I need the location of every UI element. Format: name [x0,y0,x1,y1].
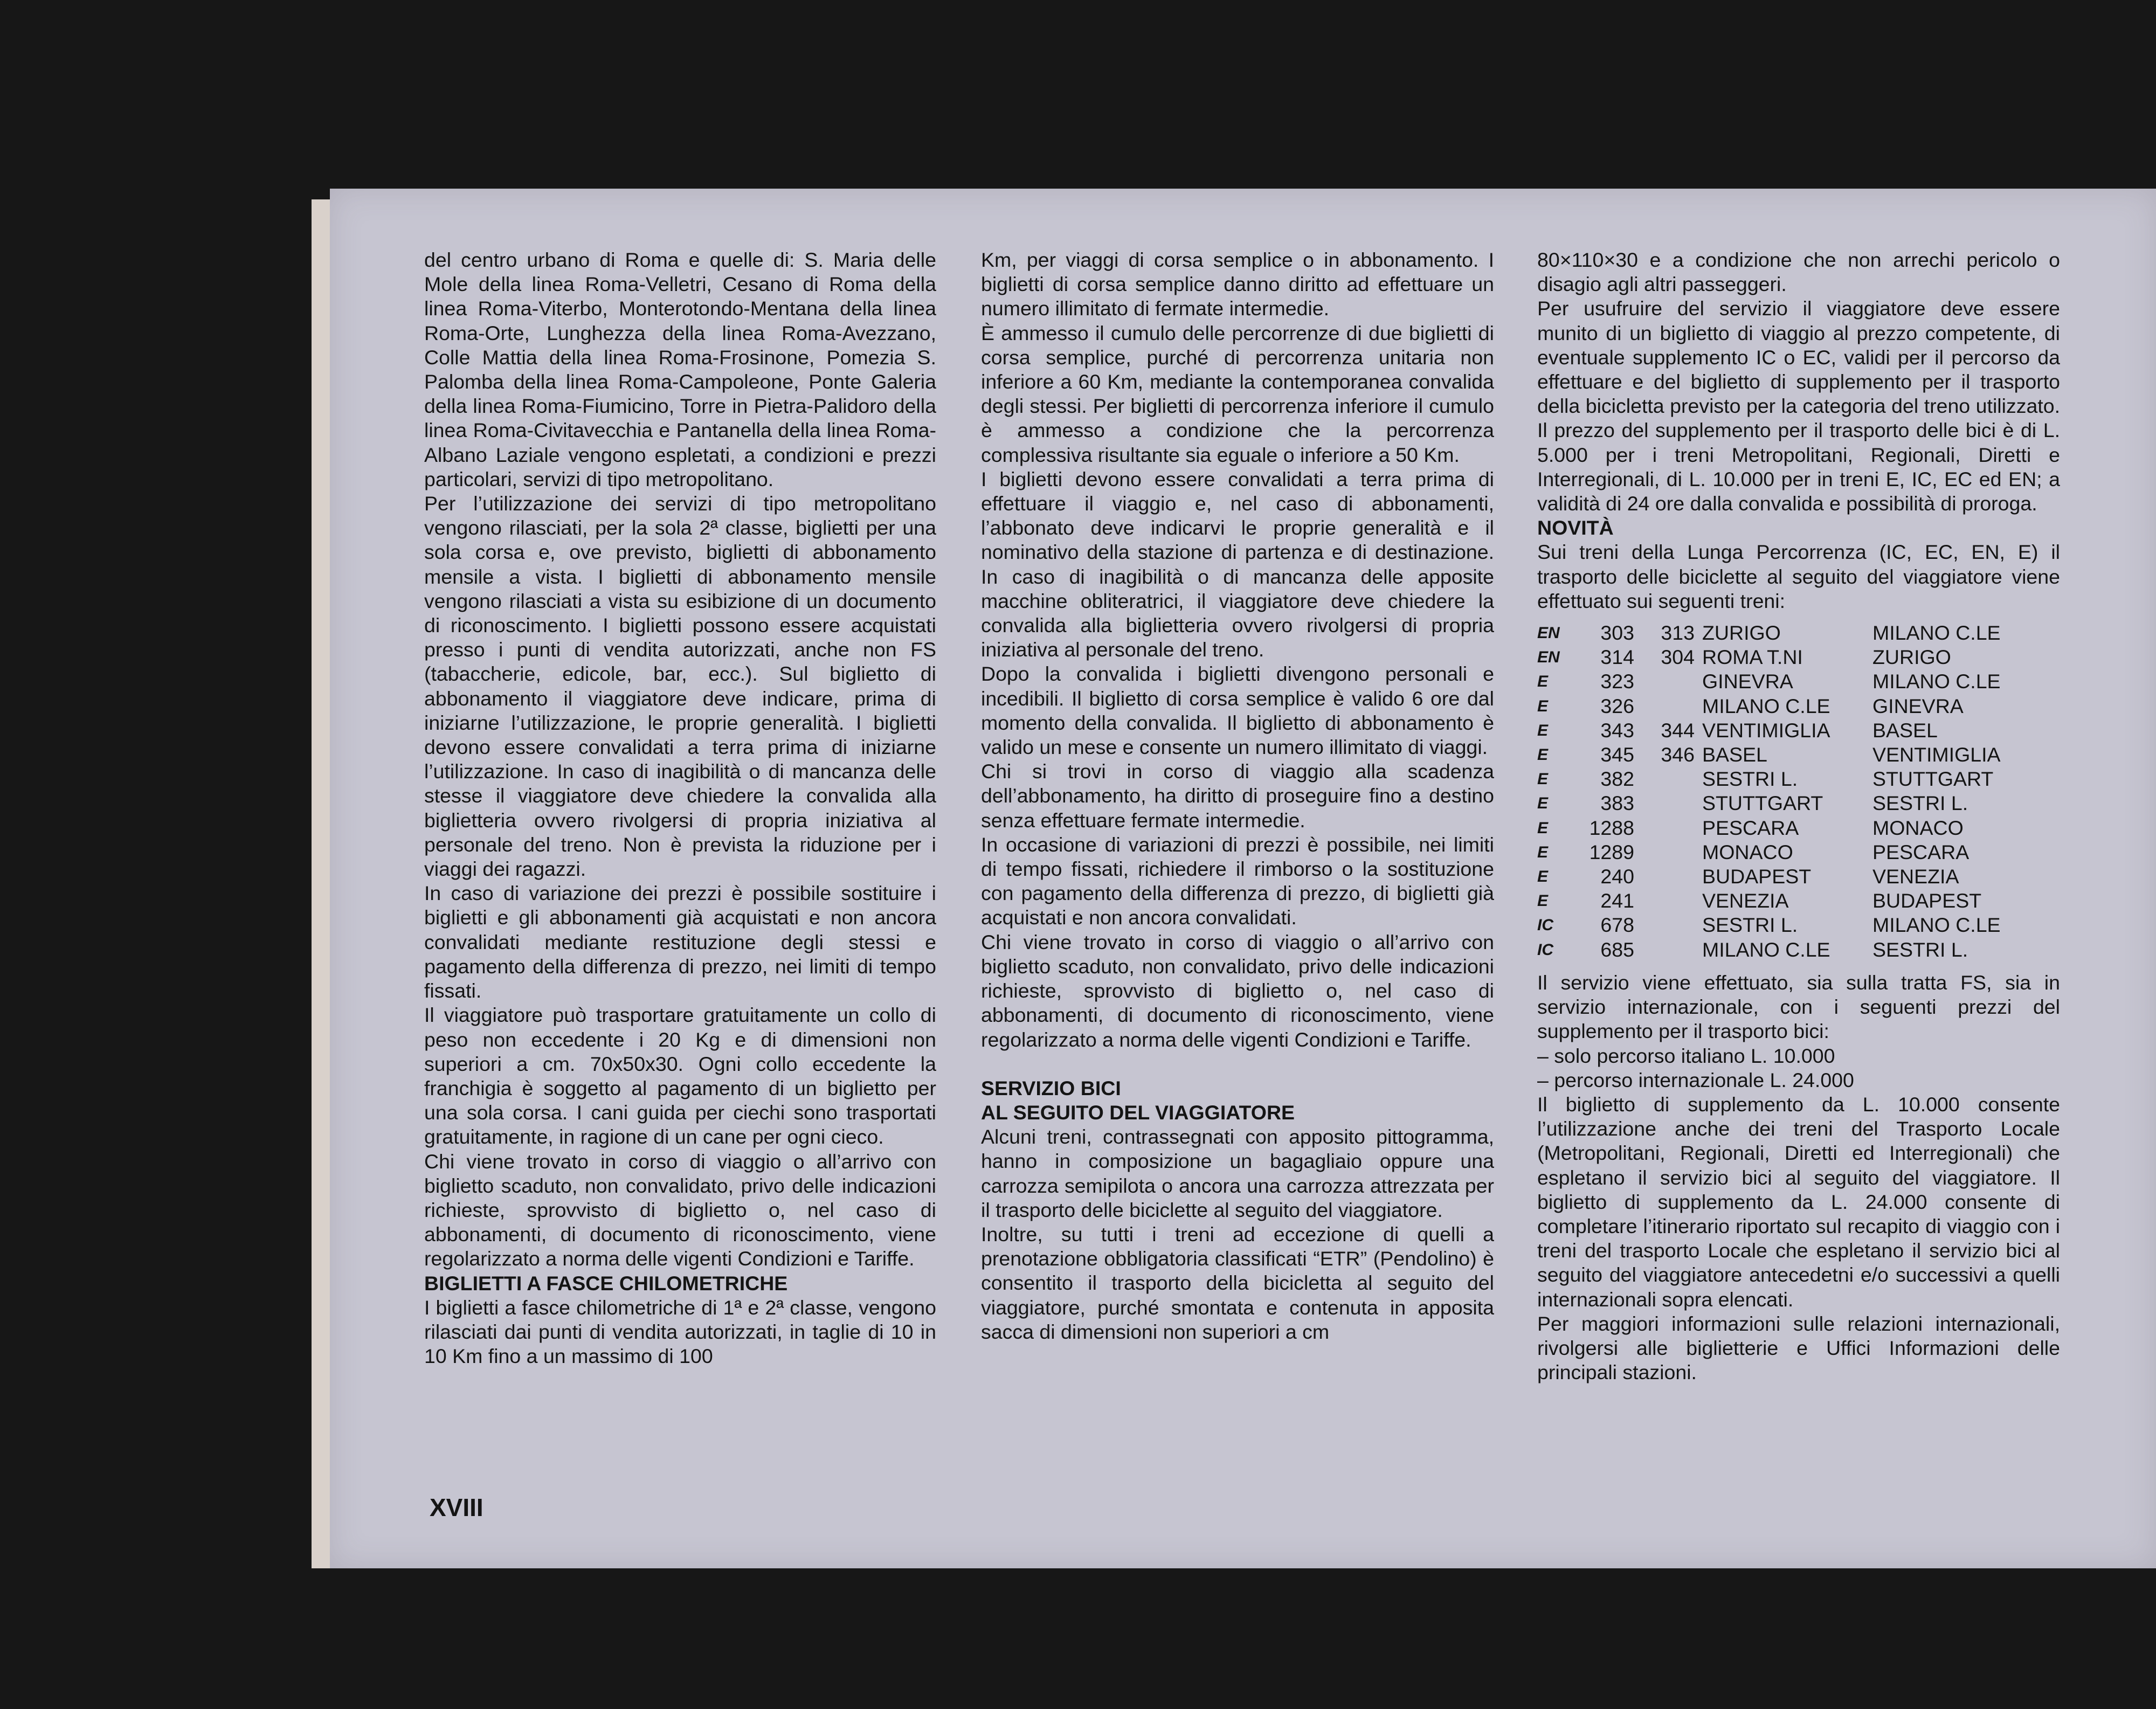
paragraph: Km, per viaggi di corsa semplice o in abbonamento. I biglietti di corsa semplice danno diritto ad effettuare un numero illimitato di fermate intermedie. [981,248,1494,320]
table-row [1537,718,2034,743]
destination-station: BASEL [1872,718,1938,742]
page-number: XVIII [430,1493,483,1521]
paragraph: Sui treni della Lunga Percorrenza (IC, EC, EN, E) il trasporto delle biciclette al seguito del viaggiatore viene effettuato sui seguenti treni: [1537,541,2060,612]
train-category-icon: E [1537,794,1549,813]
text-column-1 [424,248,936,1368]
paragraph: In caso di variazione dei prezzi è possibile sostituire i biglietti e gli abbonamenti già acquistati e non ancora convalidati mediante restituzione degli stessi e pagamento della differenza di prezzo, nei limiti di tempo fissati. [424,882,936,1002]
paragraph: Alcuni treni, contrassegnati con apposito pittogramma, hanno in composizione un bagagliaio oppure una carrozza semipilota o ancora una carrozza attrezzata per il trasporto delle biciclette al seguito del viaggiatore. [981,1125,1494,1221]
origin-station: ZURIGO [1702,621,1781,645]
origin-station: VENTIMIGLIA [1702,718,1830,742]
table-row [1537,743,2034,767]
train-number: 343 [1600,718,1634,742]
paragraph: Il viaggiatore può trasportare gratuitamente un collo di peso non eccedente i 20 Kg e di dimensioni non superiori a cm. 70x50x30. Ogni collo eccedente la franchigia è soggetto al pagamento di un biglietto per una sola corsa. I cani guida per ciechi sono trasportati gratuitamente, in ragione di un cane per ogni cieco. [424,1004,936,1148]
paragraph: Per usufruire del servizio il viaggiatore deve essere munito di un biglietto di viaggio al prezzo competente, di eventuale supplemento IC o EC, validi per il percorso da effettuare e del biglietto di supplemento per il trasporto della bicicletta previsto per la categoria del treno utilizzato. Il prezzo del supplemento per il trasporto delle bici è di L. 5.000 per i treni Metropolitani, Regionali, Diretti e Interregionali, di L. 10.000 per in treni E, IC, EC ed EN; a validità di 24 ore dalla convalida e possibilità di proroga. [1537,297,2060,515]
table-row [1537,645,2034,669]
return-train-number [1641,889,1702,913]
train-number: 323 [1600,670,1634,693]
train-category-icon: EN [1537,648,1560,667]
train-number: 383 [1600,792,1634,815]
paragraph: In occasione di variazioni di prezzi è possibile, nei limiti di tempo fissati, richiedere il rimborso o la sostituzione con pagamento della differenza di prezzo, di biglietti già acquistati e non ancora convalidati. [981,833,1494,929]
train-category-icon: E [1537,892,1549,910]
table-row [1537,694,2034,718]
paragraph: I biglietti a fasce chilometriche di 1ª e 2ª classe, vengono rilasciati dai punti di vendita autorizzati, in taglie di 10 in 10 Km fino a un massimo di 100 [424,1296,936,1368]
train-category-icon: E [1537,746,1549,764]
text-column-3 [1537,248,2060,1385]
table-row [1537,791,2034,815]
table-row [1537,840,2034,864]
paragraph: Inoltre, su tutti i treni ad eccezione di quelli a prenotazione obbligatoria classificati “ETR” (Pendolino) è consentito il trasporto della bicicletta al seguito del viaggiatore, purché smontata e contenuta in apposita sacca di dimensioni non superiori a cm [981,1222,1494,1343]
table-row [1537,864,2034,889]
train-category-icon: E [1537,819,1549,837]
booklet-page [330,189,2156,1568]
destination-station: GINEVRA [1872,694,1964,717]
destination-station: VENEZIA [1872,865,1959,888]
train-category-icon: E [1537,868,1549,886]
destination-station: PESCARA [1872,840,1970,863]
paragraph: Per maggiori informazioni sulle relazioni internazionali, rivolgersi alle biglietterie e Uffici Informazioni delle principali stazioni. [1537,1312,2060,1384]
train-category-icon: IC [1537,916,1553,935]
table-row [1537,669,2034,694]
paragraph: Chi si trovi in corso di viaggio alla scadenza dell’abbonamento, ha diritto di proseguire fino a destino senza effettuare fermate intermedie. [981,760,1494,832]
return-train-number: 304 [1661,646,1695,669]
list-item: – percorso internazionale L. 24.000 [1537,1068,1854,1091]
origin-station: ROMA T.NI [1702,646,1803,669]
train-number: 303 [1600,621,1634,645]
paragraph: 80×110×30 e a condizione che non arrechi pericolo o disagio agli altri passeggeri. [1537,248,2060,296]
section-heading: AL SEGUITO DEL VIAGGIATORE [981,1101,1295,1124]
destination-station: BUDAPEST [1872,889,1982,912]
return-train-number [1641,816,1702,840]
return-train-number: 346 [1661,743,1695,766]
bike-trains-table [1537,621,2034,962]
destination-station: MILANO C.LE [1872,914,2001,937]
train-number: 345 [1600,743,1634,766]
train-number: 685 [1600,938,1634,961]
destination-station: VENTIMIGLIA [1872,743,2001,766]
origin-station: MILANO C.LE [1702,694,1830,717]
train-category-icon: E [1537,697,1549,715]
train-number: 1289 [1589,840,1634,863]
paragraph: Il biglietto di supplemento da L. 10.000 consente l’utilizzazione anche dei treni del Trasporto Locale (Metropolitani, Regionali, Diretti ed Interregionali) che espletano il servizio bici al seguito del viaggiatore. Il biglietto di supplemento da L. 24.000 consente di completare l’itinerario riportato sul recapito di viaggio con i treni del trasporto Locale che espletano il servizio bici al seguito del viaggiatore antecedetni e/o successivi a quelli internazionali sopra elencati. [1537,1092,2060,1311]
return-train-number [1641,864,1702,889]
origin-station: SESTRI L. [1702,767,1798,791]
origin-station: MILANO C.LE [1702,938,1830,961]
origin-station: MONACO [1702,840,1793,863]
train-number: 241 [1600,889,1634,912]
train-number: 326 [1600,694,1634,717]
train-category-icon: E [1537,843,1549,861]
table-row [1537,767,2034,791]
text-column-2 [981,248,1494,1344]
table-row [1537,889,2034,913]
train-category-icon: E [1537,673,1549,691]
destination-station: MILANO C.LE [1872,670,2001,693]
paragraph: Chi viene trovato in corso di viaggio o all’arrivo con biglietto scaduto, non convalidato, privo delle indicazioni richieste, sprovvisto di biglietto o, nel caso di abbonamenti, di documento di riconoscimento, viene regolarizzato a norma delle vigenti Condizioni e Tariffe. [424,1150,936,1270]
destination-station: MILANO C.LE [1872,621,2001,645]
section-heading: SERVIZIO BICI [981,1076,1121,1099]
train-number: 678 [1600,914,1634,937]
origin-station: BASEL [1702,743,1767,766]
return-train-number [1641,913,1702,937]
destination-station: SESTRI L. [1872,938,1968,961]
train-category-icon: E [1537,721,1549,739]
train-number: 382 [1600,767,1634,791]
section-heading: NOVITÀ [1537,516,1614,539]
return-train-number [1641,669,1702,694]
return-train-number: 344 [1661,718,1695,742]
train-category-icon: IC [1537,940,1553,959]
paragraph: I biglietti devono essere convalidati a terra prima di effettuare il viaggio e, nel caso di abbonamenti, l’abbonato deve indicarvi le proprie generalità e il nominativo della stazione di partenza e di destinazione. In caso di inagibilità o di mancanza delle apposite macchine obliteratrici, il viaggiatore deve chiedere la convalida alla biglietteria ovvero rivolgersi di propria iniziativa al personale del treno. [981,467,1494,661]
list-item: – solo percorso italiano L. 10.000 [1537,1044,1835,1067]
paragraph: Il servizio viene effettuato, sia sulla tratta FS, sia in servizio internazionale, con i seguenti prezzi del supplemento per il trasporto bici: [1537,971,2060,1043]
paragraph: del centro urbano di Roma e quelle di: S. Maria delle Mole della linea Roma-Velletri, Cesano di Roma della linea Roma-Viterbo, Monterotondo-Mentana della linea Roma-Orte, Lunghezza della linea Roma-Avezzano, Colle Mattia della linea Roma-Frosinone, Pomezia S. Palomba della linea Roma-Campoleone, Ponte Galeria della linea Roma-Fiumicino, Torre in Pietra-Palidoro della linea Roma-Civitavecchia e Pantanella della linea Roma-Albano Laziale vengono espletati, a condizioni e prezzi particolari, servizi di tipo metropolitano. [424,248,936,490]
origin-station: GINEVRA [1702,670,1793,693]
return-train-number [1641,767,1702,791]
destination-station: SESTRI L. [1872,792,1968,815]
paragraph: È ammesso il cumulo delle percorrenze di due biglietti di corsa semplice, purché di percorrenza unitaria non inferiore a 60 Km, mediante la contemporanea convalida degli stessi. Per biglietti di percorrenza inferiore il cumulo è ammesso a condizione che la percorrenza complessiva risultante sia eguale o inferiore a 50 Km. [981,321,1494,466]
train-number: 1288 [1589,816,1634,839]
section-heading: BIGLIETTI A FASCE CHILOMETRICHE [424,1271,788,1295]
return-train-number [1641,938,1702,962]
return-train-number: 313 [1661,621,1695,645]
paragraph: Chi viene trovato in corso di viaggio o all’arrivo con biglietto scaduto, non convalidato, privo delle indicazioni richieste, sprovvisto di biglietto o, nel caso di abbonamenti, di documento di riconoscimento, viene regolarizzato a norma delle vigenti Condizioni e Tariffe. [981,930,1494,1051]
paragraph: Per l’utilizzazione dei servizi di tipo metropolitano vengono rilasciati, per la sola 2ª classe, biglietti per una sola corsa e, ove previsto, biglietti di abbonamento mensile a vista. I biglietti di abbonamento mensile vengono rilasciati a vista su esibizione di un documento di riconoscimento. I biglietti possono essere acquistati presso i punti di vendita autorizzati, anche non FS (tabaccherie, edicole, bar, ecc.). Sul biglietto di abbonamento il viaggiatore deve indicare, prima di iniziarne l’utilizzazione, le proprie generalità. I biglietti devono essere convalidati a terra prima di iniziarne l’utilizzazione. In caso di inagibilità o di mancanza delle stesse il viaggiatore deve chiedere la convalida alla biglietteria ovvero rivolgersi di propria iniziativa al personale del treno. Non è prevista la riduzione per i viaggi dei ragazzi. [424,492,936,881]
destination-station: STUTTGART [1872,767,1994,791]
destination-station: MONACO [1872,816,1964,839]
return-train-number [1641,840,1702,864]
table-row [1537,621,2034,645]
origin-station: PESCARA [1702,816,1799,839]
paragraph: Dopo la convalida i biglietti divengono personali e incedibili. Il biglietto di corsa semplice è valido 6 ore dal momento della convalida. Il biglietto di abbonamento è valido un mese e consente un numero illimitato di viaggi. [981,662,1494,759]
table-row [1537,913,2034,937]
train-category-icon: EN [1537,624,1560,642]
origin-station: STUTTGART [1702,792,1823,815]
origin-station: VENEZIA [1702,889,1789,912]
train-number: 314 [1600,646,1634,669]
return-train-number [1641,791,1702,815]
return-train-number [1641,694,1702,718]
table-row [1537,816,2034,840]
destination-station: ZURIGO [1872,646,1951,669]
table-row [1537,938,2034,962]
origin-station: SESTRI L. [1702,914,1798,937]
train-number: 240 [1600,865,1634,888]
train-category-icon: E [1537,770,1549,788]
origin-station: BUDAPEST [1702,865,1812,888]
